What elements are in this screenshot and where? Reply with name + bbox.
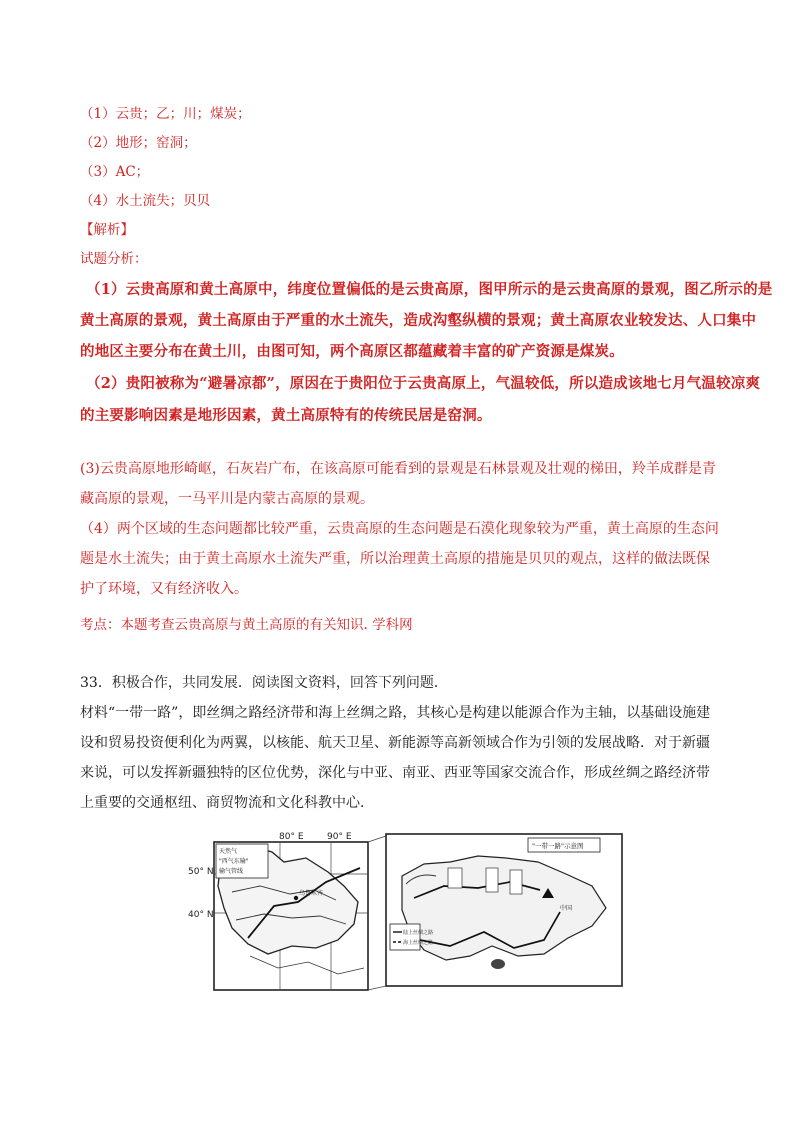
scanned-line-1: （1）云贵高原和黄土高原中，纬度位置偏低的是云贵高原，图甲所示的是云贵高原的景观，图乙所示的是 bbox=[86, 281, 773, 298]
connector-top bbox=[368, 836, 386, 842]
lat-label-50: 50° N bbox=[188, 867, 214, 877]
analysis-subheading: 试题分析： bbox=[80, 251, 148, 267]
legend-west-east: "西气东输" bbox=[219, 858, 249, 865]
place-urumqi: 乌鲁木齐 bbox=[299, 890, 324, 897]
question-33-title: 33．积极合作，共同发展．阅读图文资料，回答下列问题． bbox=[80, 675, 448, 691]
question-33-material: 材料“一带一路”，即丝绸之路经济带和海上丝绸之路，其核心是构建以能源合作为主轴，以基础设施建设和贸易投资便利化为两翼，以核能、航天卫星、新能源等高新领域合作为引领的发展战略．对于新疆来说，可以发挥新疆独特的区位优势，深化与中亚、南亚、西亚等国家交流合作，形成丝绸之路经济带上重要的交通枢纽、商贸物流和文化科教中心． bbox=[80, 705, 711, 811]
legend-pipeline: 输气管线 bbox=[219, 868, 244, 875]
scanned-line-2: 黄土高原的景观，黄土高原由于严重的水土流失，造成沟壑纵横的景观；黄土高原农业较发达、人口集中 bbox=[80, 312, 757, 329]
legend-sea-route: 海上丝绸之路 bbox=[403, 940, 434, 946]
right-map bbox=[386, 834, 622, 986]
maps-svg bbox=[188, 828, 632, 992]
lon-label-80: 80° E bbox=[279, 832, 304, 842]
lon-label-90: 90° E bbox=[327, 832, 352, 842]
scanned-line-3: 的地区主要分布在黄土川，由图可知，两个高原区都蕴藏着丰富的矿产资源是煤炭。 bbox=[80, 343, 624, 360]
analysis-para-3: (3)云贵高原地形崎岖，石灰岩广布，在该高原可能看到的景观是石林景观及壮观的梯田，羚羊成群是青藏高原的景观，一马平川是内蒙古高原的景观。 bbox=[80, 461, 716, 507]
lat-label-40: 40° N bbox=[188, 910, 214, 920]
answer-4: （4）水土流失；贝贝 bbox=[80, 193, 211, 209]
kaodian: 考点：本题考查云贵高原与黄土高原的有关知识. 学科网 bbox=[80, 617, 413, 633]
legend-gas: 天然气 bbox=[219, 848, 238, 855]
scanned-line-4: （2）贵阳被称为“避暑凉都”，原因在于贵阳位于云贵高原上，气温较低，所以造成该地七月气温较凉爽 bbox=[86, 375, 761, 392]
connector-bottom bbox=[368, 986, 386, 990]
figure-maps bbox=[188, 828, 632, 992]
analysis-para-4: （4）两个区域的生态问题都比较严重，云贵高原的生态问题是石漠化现象较为严重，黄土高原的生态问题是水土流失；由于黄土高原水土流失严重，所以治理黄土高原的措施是贝贝的观点，这样的做法既保护了环境，又有经济收入。 bbox=[80, 521, 719, 597]
left-map bbox=[188, 832, 368, 990]
right-map-title: "一带一路"示意图 bbox=[532, 842, 584, 850]
analysis-heading: 【解析】 bbox=[80, 222, 134, 238]
place-china: 中国 bbox=[560, 905, 573, 912]
answer-3: （3）AC； bbox=[80, 164, 150, 180]
answer-2: （2）地形；窑洞； bbox=[80, 135, 197, 151]
scanned-line-5: 的主要影响因素是地形因素，黄土高原特有的传统民居是窑洞。 bbox=[80, 407, 492, 424]
legend-land-route: 陆上丝绸之路 bbox=[403, 930, 434, 936]
answer-1: （1）云贵；乙；川；煤炭； bbox=[80, 106, 251, 122]
